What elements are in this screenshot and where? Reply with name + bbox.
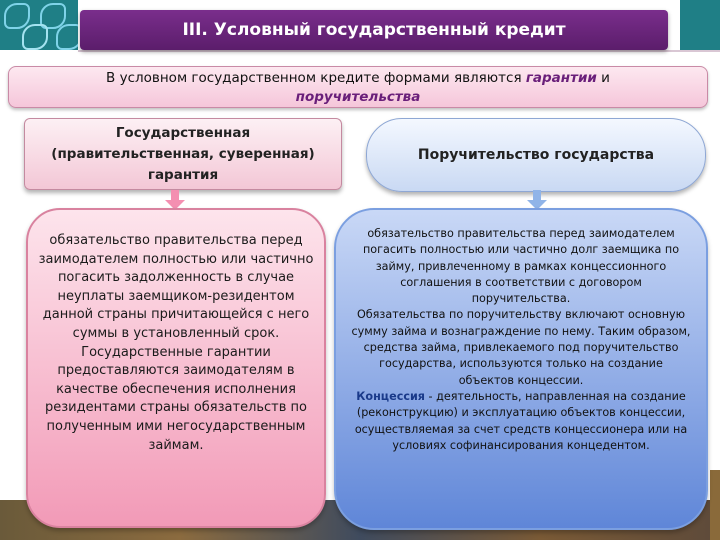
slide-title — [80, 10, 668, 50]
down-arrow-icon — [530, 190, 544, 210]
side-photo — [710, 470, 720, 540]
intro-box — [8, 66, 708, 108]
right-body-p1: обязательство правительства перед заимодателем погасить полностью или частично долг заемщика по займу, привлеченному в рамках концессионного соглашения в соответствии с договором поручительства. — [362, 227, 680, 306]
left-heading: Государственная (правительственная, суверенная) гарантия — [51, 124, 315, 183]
right-heading-box — [366, 118, 706, 192]
left-heading-box — [24, 118, 342, 190]
intro-prefix: В условном государственном кредите формами являются — [106, 70, 526, 86]
right-body-p2: Обязательства по поручительству включают основную сумму займа и вознаграждение по нему. Таким образом, средства займа, привлекаемого под поручительство государства, используются только на создание объектов концессии. — [351, 308, 691, 387]
ornament-decor — [680, 0, 720, 50]
intro-term-guarantees: гарантии — [525, 70, 597, 86]
down-arrow-icon — [168, 190, 182, 210]
left-body-text: обязательство правительства перед заимодателем полностью или частично погасить задолженность в случае неуплаты заемщиком-резидентом данной страны причитающейся с него суммы в установленный срок. Государственные гарантии предоставляются заимодателям в качестве обеспечения исполнения резидентами страны обязательств по полученным ими негосударственным займам. — [38, 233, 314, 453]
right-body-p3-text: - деятельность, направленная на создание (реконструкцию) и эксплуатацию объектов концессии, осуществляемая за счет средств концессионера или на условиях софинансирования концедентом. — [354, 389, 688, 452]
concession-keyword: Концессия — [356, 389, 425, 403]
right-body-p3 — [350, 389, 692, 454]
right-heading: Поручительство государства — [417, 147, 655, 163]
ornament-logo — [0, 0, 78, 50]
intro-joiner: и — [596, 70, 610, 86]
title-underline — [78, 50, 720, 52]
slide-title-text: III. Условный государственный кредит — [182, 20, 566, 40]
left-body-box — [26, 208, 326, 528]
right-body-box — [334, 208, 708, 530]
intro-term-suretyship: поручительства — [295, 89, 421, 105]
